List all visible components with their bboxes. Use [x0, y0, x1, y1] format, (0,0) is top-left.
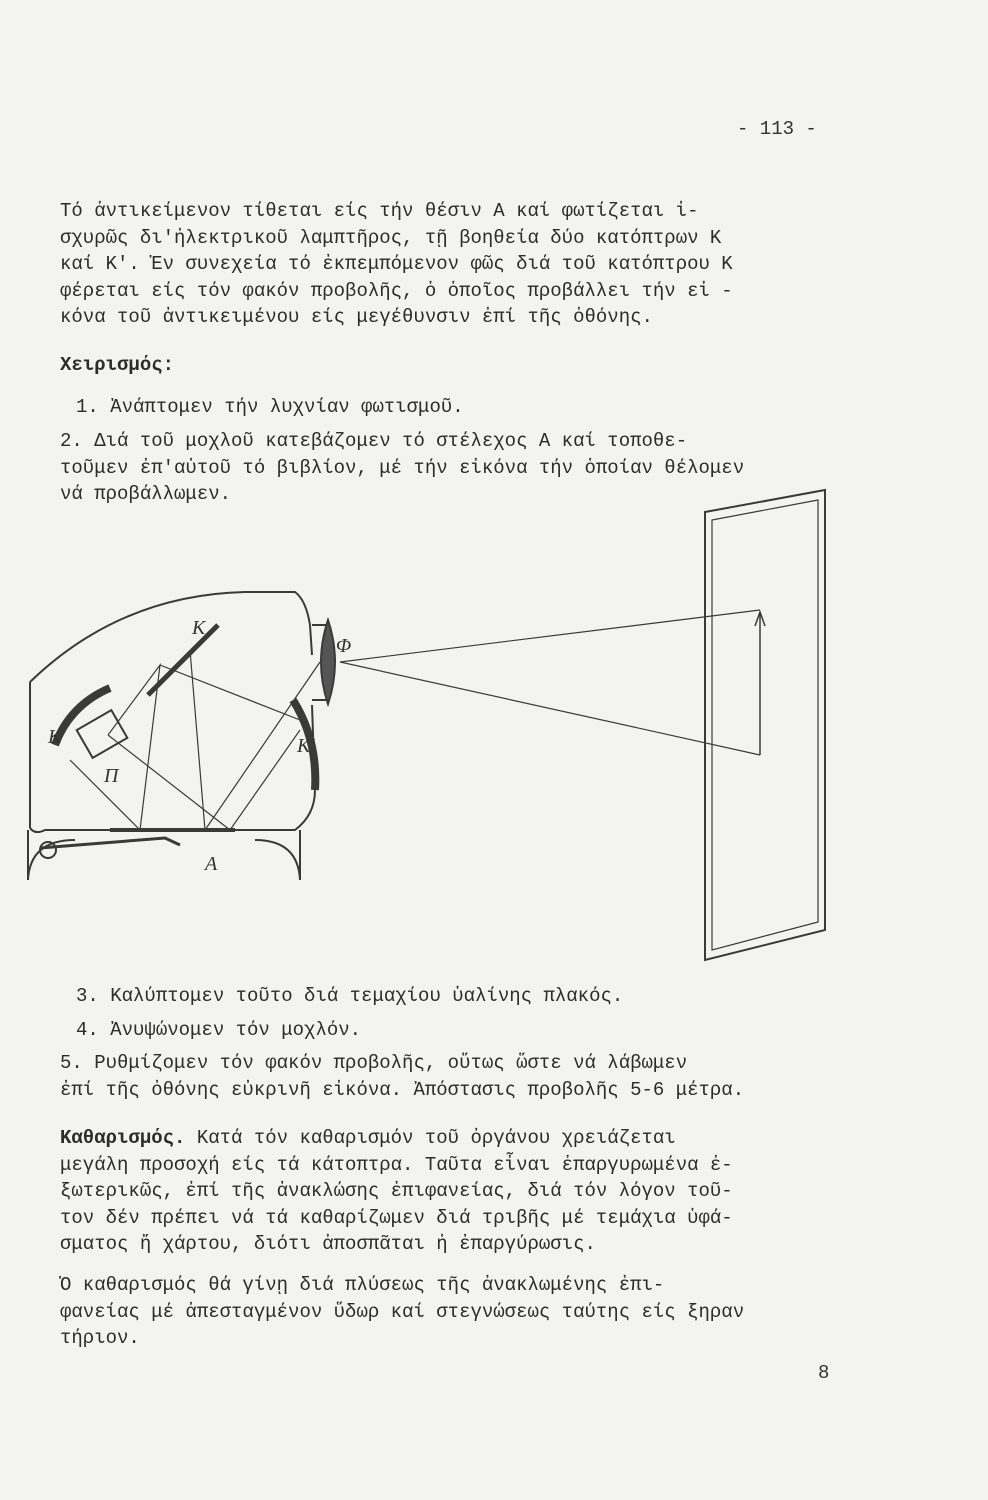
cleaning-section — [60, 1125, 850, 1258]
projection-beam-bottom — [340, 662, 760, 755]
cleaning-text: Κατά τόν καθαρισμόν τοῦ ὀργάνου χρειάζεται μεγάλη προσοχή είς τά κάτοπτρα. Ταῦτα εἶναι ἐπαργυρωμένα ἐ- ξωτερικῶς, ἐπί τῆς ἀνακλώσης ἐπιφανείας, διά τόν λόγον τοῦ- τον δέν πρέπει νά τά καθαρίζωμεν διά τριβῆς μέ τεμάχια ὑφά- σματος ἤ χάρτου, διότι ἀποσπᾶται ἡ ἐπαργύρωσις. — [60, 1127, 733, 1255]
cleaning-heading: Καθαρισμός. — [60, 1127, 186, 1149]
projection-lens — [321, 620, 335, 704]
label-k-left: Κ — [48, 726, 62, 748]
label-a: Α — [205, 853, 218, 875]
step-2: 2. Διά τοῦ μοχλοῦ κατεβάζομεν τό στέλεχος Α καί τοποθε- τοῦμεν ἐπ'αὐτοῦ τό βιβλίον, μέ τήν εἰκόνα τήν ὁποίαν θέλομεν νά προβάλλωμεν. — [60, 430, 745, 505]
handling-heading: Χειρισμός: — [60, 354, 175, 376]
lamp-pi — [77, 710, 128, 758]
label-k-prime: Κ' — [297, 735, 315, 757]
lever-arm — [40, 838, 180, 848]
intro-paragraph: Τό ἀντικείμενον τίθεται είς τήν θέσιν Α καί φωτίζεται ἰ- σχυρῶς δι'ἠλεκτρικοῦ λαμπτῆρος, τῇ βοηθεία δύο κατόπτρων Κ καί Κ'. Ἐν συνεχεία τό ἐκπεμπόμενον φῶς διά τοῦ κατόπτρου Κ φέρεται είς τόν φακόν προβολῆς, ὁ ὁποῖος προβάλλει τήν εἰ - κόνα τοῦ ἀντικειμένου είς μεγέθυνσιν ἐπί τῆς ὀθόνης. — [60, 200, 733, 328]
footer-page-number: 8 — [818, 1362, 830, 1384]
label-phi: Φ — [336, 635, 352, 657]
mirror-k-top — [148, 625, 218, 695]
ray-3 — [160, 665, 300, 720]
projection-screen-inner — [712, 500, 818, 950]
housing-right-outline — [30, 705, 315, 832]
label-k-top: Κ — [192, 617, 206, 639]
page-number: - 113 - — [737, 118, 817, 140]
step-4: 4. Ἀνυψώνομεν τόν μοχλόν. — [76, 1019, 362, 1041]
step-1: 1. Ἀνάπτομεν τήν λυχνίαν φωτισμοῦ. — [76, 396, 464, 418]
step-5: 5. Ρυθμίζομεν τόν φακόν προβολῆς, οὕτως ὥστε νά λάβωμεν ἐπί τῆς ὀθόνης εὐκρινῆ εἰκόνα. Ἀπόστασις προβολῆς 5-6 μέτρα. — [60, 1052, 745, 1101]
label-pi: Π — [104, 765, 119, 787]
step-3: 3. Καλύπτομεν τοῦτο διά τεμαχίου ὑαλίνης πλακός. — [76, 985, 624, 1007]
final-paragraph: Ὁ καθαρισμός θά γίνῃ διά πλύσεως τῆς ἀνακλωμένης ἐπι- φανείας μέ ἀπεσταγμένον ὕδωρ καί στεγνώσεως ταύτης είς ξηραν τήριον. — [60, 1274, 745, 1349]
projection-screen — [705, 490, 825, 960]
projection-beam-top — [340, 610, 760, 662]
